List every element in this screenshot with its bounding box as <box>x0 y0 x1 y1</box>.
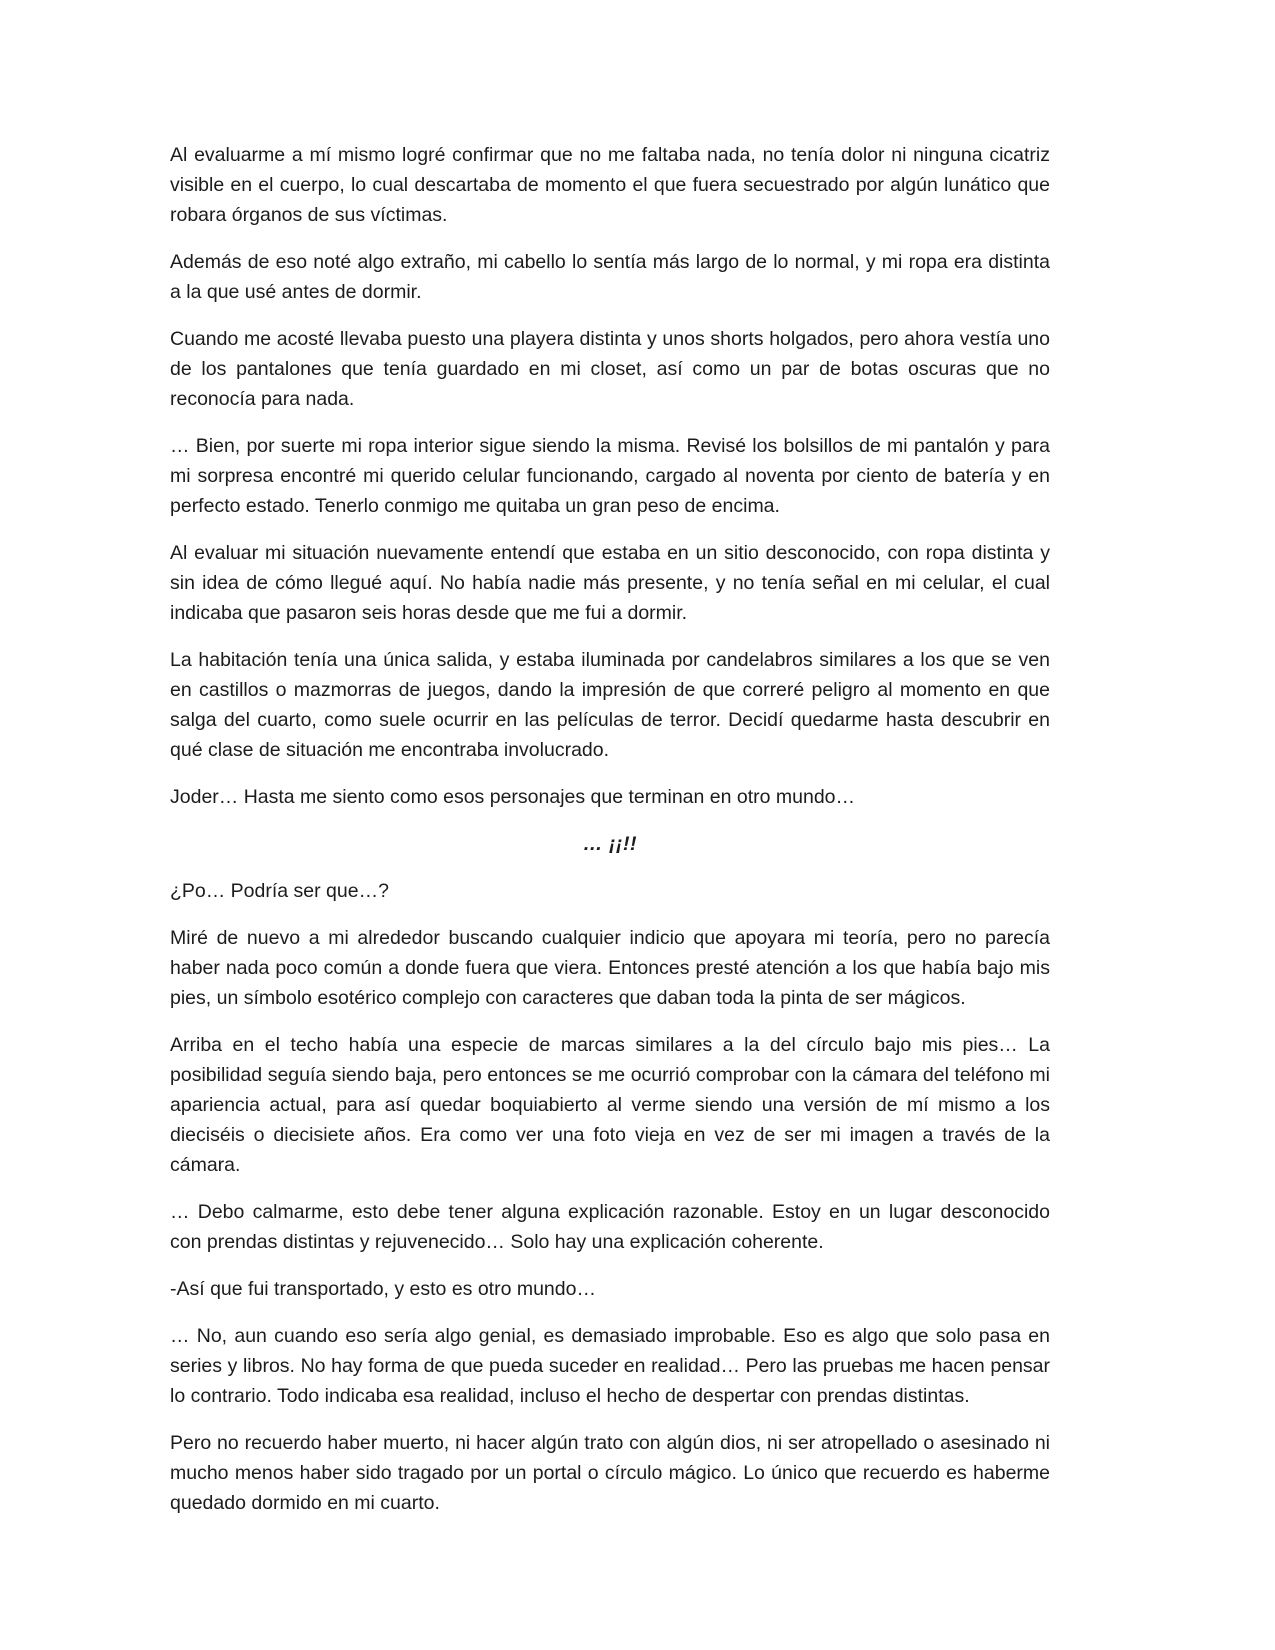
paragraph: Miré de nuevo a mi alrededor buscando cualquier indicio que apoyara mi teoría, pero no parecía haber nada poco común a donde fuera que viera. Entonces presté atención a los que había bajo mis pies, un símbolo esotérico complejo con caracteres que daban toda la pinta de ser mágicos. <box>170 927 1050 1009</box>
paragraph: Al evaluarme a mí mismo logré confirmar que no me faltaba nada, no tenía dolor ni ninguna cicatriz visible en el cuerpo, lo cual descartaba de momento el que fuera secuestrado por algún lunático que robara órganos de sus víctimas. <box>170 144 1050 226</box>
document-content <box>170 140 1050 1535</box>
paragraph: ¿Po… Podría ser que…? <box>170 880 389 902</box>
paragraph: Cuando me acosté llevaba puesto una playera distinta y unos shorts holgados, pero ahora vestía uno de los pantalones que tenía guardado en mi closet, así como un par de botas oscuras que no reconocía para nada. <box>170 328 1050 410</box>
paragraph: Además de eso noté algo extraño, mi cabello lo sentía más largo de lo normal, y mi ropa era distinta a la que usé antes de dormir. <box>170 251 1050 303</box>
paragraph: La habitación tenía una única salida, y estaba iluminada por candelabros similares a los que se ven en castillos o mazmorras de juegos, dando la impresión de que correré peligro al momento en que salga del cuarto, como suele ocurrir en las películas de terror. Decidí quedarme hasta descubrir en qué clase de situación me encontraba involucrado. <box>170 649 1050 761</box>
paragraph: … No, aun cuando eso sería algo genial, es demasiado improbable. Eso es algo que solo pasa en series y libros. No hay forma de que pueda suceder en realidad… Pero las pruebas me hacen pensar lo contrario. Todo indicaba esa realidad, incluso el hecho de despertar con prendas distintas. <box>170 1325 1050 1407</box>
paragraph: Arriba en el techo había una especie de marcas similares a la del círculo bajo mis pies… La posibilidad seguía siendo baja, pero entonces se me ocurrió comprobar con la cámara del teléfono mi apariencia actual, para así quedar boquiabierto al verme siendo una versión de mí mismo a los dieciséis o diecisiete años. Era como ver una foto vieja en vez de ser mi imagen a través de la cámara. <box>170 1034 1050 1176</box>
scene-break-marker: … ¡¡!! <box>583 833 637 855</box>
paragraph: … Debo calmarme, esto debe tener alguna explicación razonable. Estoy en un lugar desconocido con prendas distintas y rejuvenecido… Solo hay una explicación coherente. <box>170 1201 1050 1253</box>
paragraph: Al evaluar mi situación nuevamente entendí que estaba en un sitio desconocido, con ropa distinta y sin idea de cómo llegué aquí. No había nadie más presente, y no tenía señal en mi celular, el cual indicaba que pasaron seis horas desde que me fui a dormir. <box>170 542 1050 624</box>
paragraph: -Así que fui transportado, y esto es otro mundo… <box>170 1278 596 1300</box>
paragraph: Joder… Hasta me siento como esos personajes que terminan en otro mundo… <box>170 786 856 808</box>
paragraph: … Bien, por suerte mi ropa interior sigue siendo la misma. Revisé los bolsillos de mi pantalón y para mi sorpresa encontré mi querido celular funcionando, cargado al noventa por ciento de batería y en perfecto estado. Tenerlo conmigo me quitaba un gran peso de encima. <box>170 435 1050 517</box>
paragraph: Pero no recuerdo haber muerto, ni hacer algún trato con algún dios, ni ser atropellado o asesinado ni mucho menos haber sido tragado por un portal o círculo mágico. Lo único que recuerdo es haberme quedado dormido en mi cuarto. <box>170 1432 1050 1514</box>
